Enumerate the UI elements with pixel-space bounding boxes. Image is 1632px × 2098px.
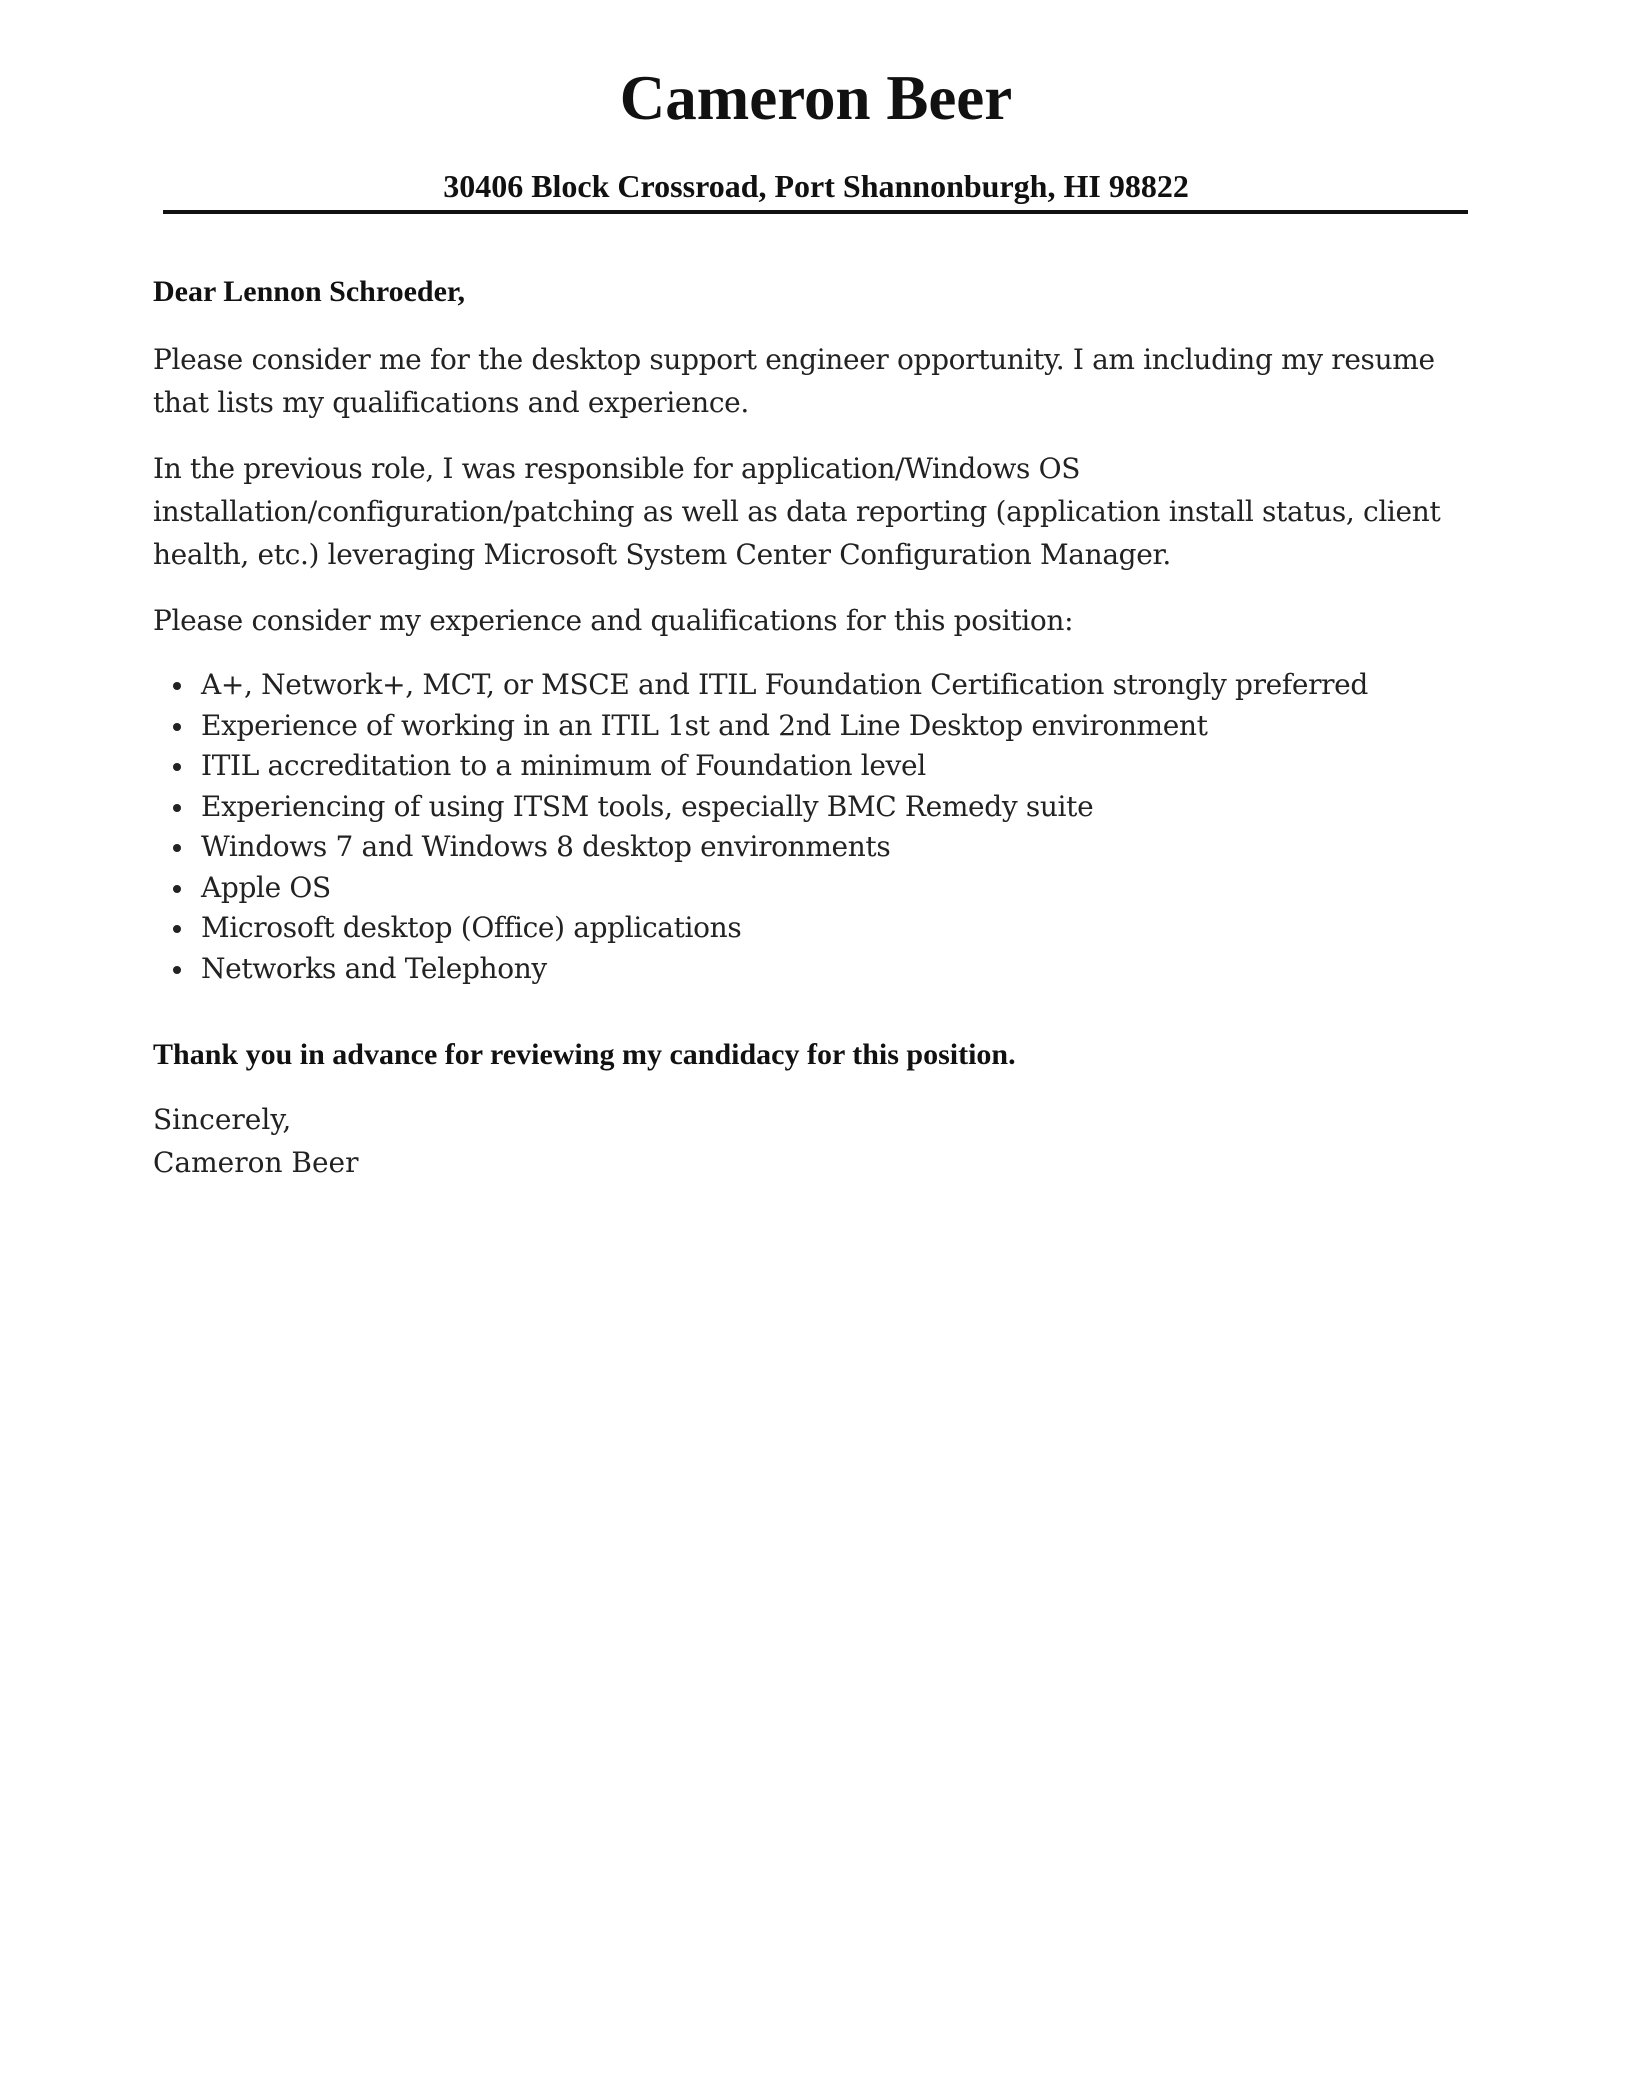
list-item-text: Experience of working in an ITIL 1st and 2nd Line Desktop environment bbox=[201, 708, 1208, 742]
list-item bbox=[173, 746, 1493, 787]
closing-statement: Thank you in advance for reviewing my candidacy for this position. bbox=[153, 1038, 1016, 1071]
list-item bbox=[173, 827, 1493, 868]
applicant-name: Cameron Beer bbox=[619, 63, 1013, 133]
list-item-text: Experiencing of using ITSM tools, especially BMC Remedy suite bbox=[201, 789, 1094, 823]
bullet-icon bbox=[173, 682, 181, 690]
list-item bbox=[173, 908, 1493, 949]
bullet-icon bbox=[173, 885, 181, 893]
signoff: Sincerely, bbox=[153, 1103, 292, 1136]
list-item-text: Windows 7 and Windows 8 desktop environments bbox=[201, 830, 891, 863]
bullet-icon bbox=[173, 925, 181, 933]
list-item bbox=[173, 949, 1493, 990]
previous-role-paragraph: In the previous role, I was responsible for application/Windows OS installation/configuration/patching as well as data reporting (application install status, client health, etc.) leveraging Microsoft System Center Configuration Manager. bbox=[153, 452, 1441, 571]
bullet-icon bbox=[173, 966, 181, 974]
qualifications-list bbox=[153, 665, 1493, 989]
bullet-icon bbox=[173, 844, 181, 852]
header-divider bbox=[163, 210, 1468, 214]
bullet-icon bbox=[173, 804, 181, 812]
list-item-text: ITIL accreditation to a minimum of Foundation level bbox=[201, 749, 926, 782]
list-item bbox=[173, 665, 1493, 706]
list-item bbox=[173, 706, 1493, 747]
list-item-text: Apple OS bbox=[201, 870, 331, 904]
list-item bbox=[173, 787, 1493, 828]
intro-paragraph: Please consider me for the desktop support engineer opportunity. I am including my resume that lists my qualifications and experience. bbox=[153, 343, 1435, 419]
qualifications-lead-paragraph: Please consider my experience and qualifications for this position: bbox=[153, 604, 1074, 637]
signature-name: Cameron Beer bbox=[153, 1146, 359, 1179]
applicant-address: 30406 Block Crossroad, Port Shannonburgh, HI 98822 bbox=[443, 168, 1189, 204]
list-item bbox=[173, 868, 1493, 909]
list-item-text: Networks and Telephony bbox=[201, 951, 547, 985]
bullet-icon bbox=[173, 723, 181, 731]
letter-body bbox=[153, 270, 1493, 1184]
salutation: Dear Lennon Schroeder, bbox=[153, 275, 465, 308]
list-item-text: A+, Network+, MCT, or MSCE and ITIL Foundation Certification strongly preferred bbox=[201, 668, 1368, 701]
list-item-text: Microsoft desktop (Office) applications bbox=[201, 911, 742, 944]
bullet-icon bbox=[173, 763, 181, 771]
